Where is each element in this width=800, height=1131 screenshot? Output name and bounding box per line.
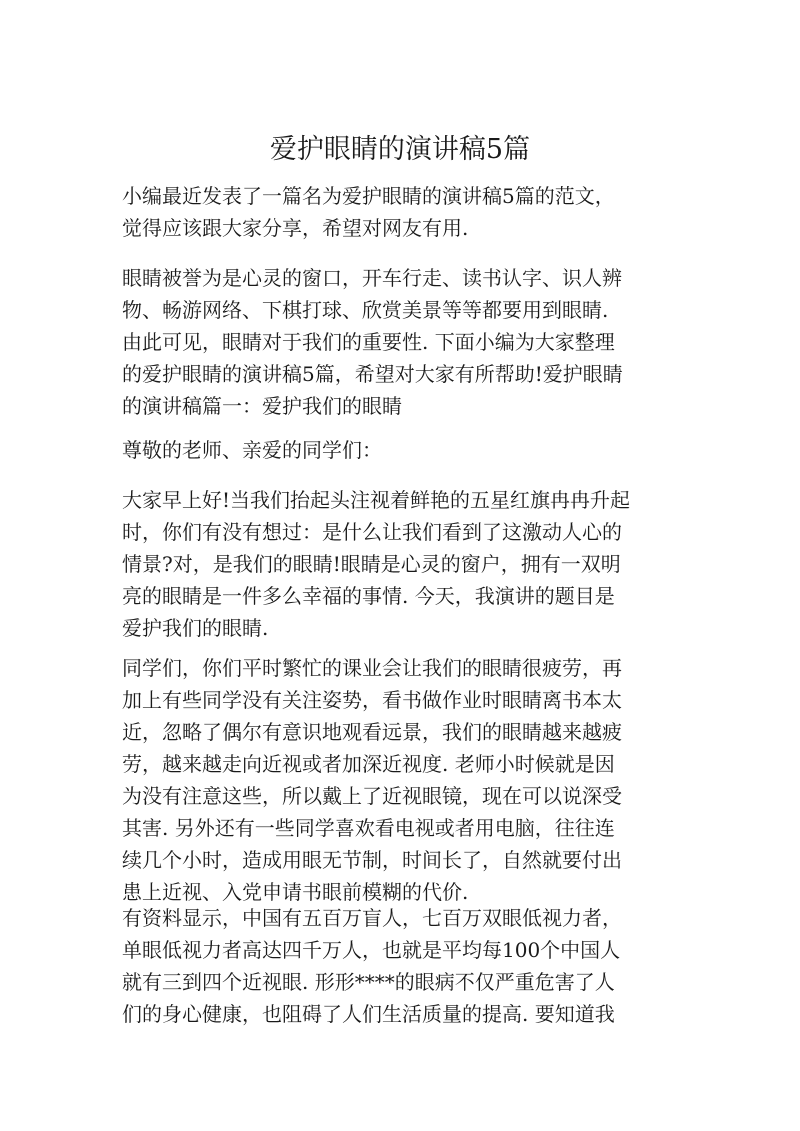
text-line: 物、畅游网络、下棋打球、欣赏美景等等都要用到眼睛. <box>122 298 609 322</box>
text-line: 眼睛被誉为是心灵的窗口，开车行走、读书认字、识人辨 <box>122 266 622 290</box>
document-title: 爱护眼睛的演讲稿5篇 <box>269 134 531 166</box>
text-line: 由此可见，眼睛对于我们的重要性. 下面小编为大家整理 <box>122 330 615 354</box>
paragraph-statistics <box>122 902 682 1030</box>
text-line: 患上近视、入党申请书眼前模糊的代价. <box>122 880 469 904</box>
paragraph-students-fatigue <box>122 652 682 908</box>
text-line: 尊敬的老师、亲爱的同学们： <box>122 438 382 462</box>
text-line: 的爱护眼睛的演讲稿5篇，希望对大家有所帮助!爱护眼睛 <box>122 362 623 386</box>
text-line: 亮的眼睛是一件多么幸福的事情. 今天，我演讲的题目是 <box>122 584 615 608</box>
text-line: 大家早上好!当我们抬起头注视着鲜艳的五星红旗冉冉升起 <box>122 488 631 512</box>
text-line: 就有三到四个近视眼. 形形****的眼病不仅严重危害了人 <box>122 970 615 994</box>
text-line: 爱护我们的眼睛. <box>122 616 269 640</box>
text-line: 续几个小时，造成用眼无节制，时间长了，自然就要付出 <box>122 848 622 872</box>
text-line: 单眼低视力者高达四千万人，也就是平均每100个中国人 <box>122 938 621 962</box>
text-line: 觉得应该跟大家分享，希望对网友有用. <box>122 216 469 240</box>
text-line: 劳，越来越走向近视或者加深近视度. 老师小时候就是因 <box>122 752 615 776</box>
text-line: 为没有注意这些，所以戴上了近视眼镜，现在可以说深受 <box>122 784 622 808</box>
paragraph-eyes-window <box>122 262 682 422</box>
text-line: 同学们，你们平时繁忙的课业会让我们的眼睛很疲劳，再 <box>122 656 622 680</box>
text-line: 的演讲稿篇一：爱护我们的眼睛 <box>122 394 402 418</box>
text-line: 小编最近发表了一篇名为爱护眼睛的演讲稿5篇的范文， <box>122 184 615 208</box>
text-line: 加上有些同学没有关注姿势，看书做作业时眼睛离书本太 <box>122 688 622 712</box>
text-line: 时，你们有没有想过：是什么让我们看到了这激动人心的 <box>122 520 622 544</box>
paragraph-good-morning <box>122 484 682 644</box>
text-line: 其害. 另外还有一些同学喜欢看电视或者用电脑，往往连 <box>122 816 615 840</box>
text-line: 们的身心健康，也阻碍了人们生活质量的提高. 要知道我 <box>122 1002 615 1026</box>
paragraph-greeting <box>122 434 682 466</box>
text-line: 有资料显示，中国有五百万盲人，七百万双眼低视力者， <box>122 906 622 930</box>
text-line: 情景?对，是我们的眼睛!眼睛是心灵的窗户，拥有一双明 <box>122 552 621 576</box>
paragraph-intro <box>122 180 682 244</box>
text-line: 近，忽略了偶尔有意识地观看远景，我们的眼睛越来越疲 <box>122 720 622 744</box>
